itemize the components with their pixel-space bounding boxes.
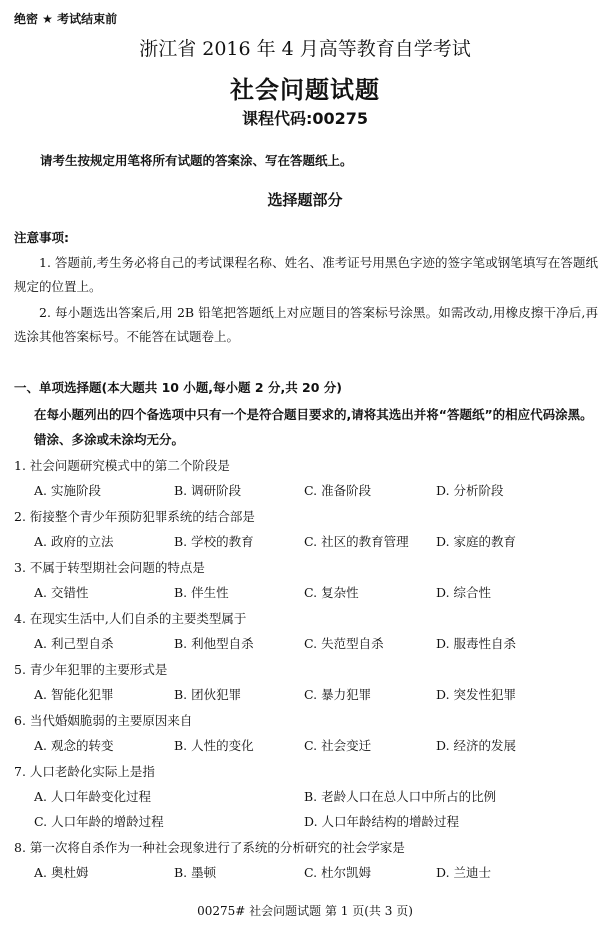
option-d: D. 家庭的教育	[436, 534, 517, 549]
notes-heading: 注意事项:	[14, 230, 69, 245]
option-c: C. 社会变迁	[304, 738, 372, 753]
option-b: B. 墨顿	[174, 865, 217, 880]
option-b: B. 伴生性	[174, 585, 229, 600]
question-stem: 5. 青少年犯罪的主要形式是	[14, 662, 168, 677]
section-heading: 一、单项选择题(本大题共 10 小题,每小题 2 分,共 20 分)	[14, 380, 343, 395]
note-item-1: 1. 答题前,考生务必将自己的考试课程名称、姓名、准考证号用黑色字迹的签字笔或钢笔填写在答题纸规定的位置上。	[14, 255, 598, 294]
option-d: D. 经济的发展	[436, 738, 517, 753]
option-b: B. 学校的教育	[174, 534, 254, 549]
option-a: A. 人口年龄变化过程	[34, 789, 151, 804]
part-title: 选择题部分	[267, 191, 343, 209]
subject-title: 社会问题试题	[230, 76, 380, 104]
page-footer: 00275# 社会问题试题 第 1 页(共 3 页)	[197, 904, 413, 918]
option-a: A. 交错性	[34, 585, 89, 600]
option-a: A. 观念的转变	[34, 738, 114, 753]
option-b: B. 利他型自杀	[174, 636, 254, 651]
option-c: C. 准备阶段	[304, 483, 372, 498]
secret-mark: 绝密 ★ 考试结束前	[14, 12, 118, 26]
option-a: A. 政府的立法	[34, 534, 114, 549]
question-stem: 7. 人口老龄化实际上是指	[14, 764, 155, 779]
option-d: D. 兰迪士	[436, 865, 492, 880]
option-a: A. 利己型自杀	[34, 636, 114, 651]
option-a: A. 实施阶段	[34, 483, 101, 498]
option-c: C. 杜尔凯姆	[304, 865, 372, 880]
option-d: D. 人口年龄结构的增龄过程	[304, 814, 460, 829]
option-c: C. 复杂性	[304, 585, 359, 600]
option-a: A. 奥杜姆	[34, 865, 89, 880]
note-item-2: 2. 每小题选出答案后,用 2B 铅笔把答题纸上对应题目的答案标号涂黑。如需改动,用橡皮擦干净后,再选涂其他答案标号。不能答在试题卷上。	[14, 305, 598, 344]
option-c: C. 社区的教育管理	[304, 534, 409, 549]
option-d: D. 综合性	[436, 585, 492, 600]
section-description: 在每小题列出的四个备选项中只有一个是符合题目要求的,请将其选出并将“答题纸”的相应代码涂黑。错涂、多涂或未涂均无分。	[34, 407, 593, 447]
question-stem: 6. 当代婚姻脆弱的主要原因来自	[14, 713, 193, 728]
option-d: D. 突发性犯罪	[436, 687, 517, 702]
option-a: A. 智能化犯罪	[34, 687, 114, 702]
option-b: B. 老龄人口在总人口中所占的比例	[304, 789, 497, 804]
exam-title: 浙江省 2016 年 4 月高等教育自学考试	[139, 38, 471, 60]
question-stem: 2. 衔接整个青少年预防犯罪系统的结合部是	[14, 509, 255, 524]
option-d: D. 分析阶段	[436, 483, 504, 498]
course-code: 课程代码:00275	[241, 109, 369, 128]
question-stem: 4. 在现实生活中,人们自杀的主要类型属于	[14, 611, 247, 626]
answer-instruction: 请考生按规定用笔将所有试题的答案涂、写在答题纸上。	[40, 153, 353, 168]
option-c: C. 失范型自杀	[304, 636, 384, 651]
question-stem: 8. 第一次将自杀作为一种社会现象进行了系统的分析研究的社会学家是	[14, 840, 405, 855]
option-c: C. 暴力犯罪	[304, 687, 372, 702]
option-b: B. 人性的变化	[174, 738, 254, 753]
option-b: B. 调研阶段	[174, 483, 242, 498]
option-d: D. 服毒性自杀	[436, 636, 517, 651]
question-stem: 1. 社会问题研究模式中的第二个阶段是	[14, 458, 230, 473]
option-b: B. 团伙犯罪	[174, 687, 242, 702]
question-stem: 3. 不属于转型期社会问题的特点是	[14, 560, 205, 575]
option-c: C. 人口年龄的增龄过程	[34, 814, 164, 829]
